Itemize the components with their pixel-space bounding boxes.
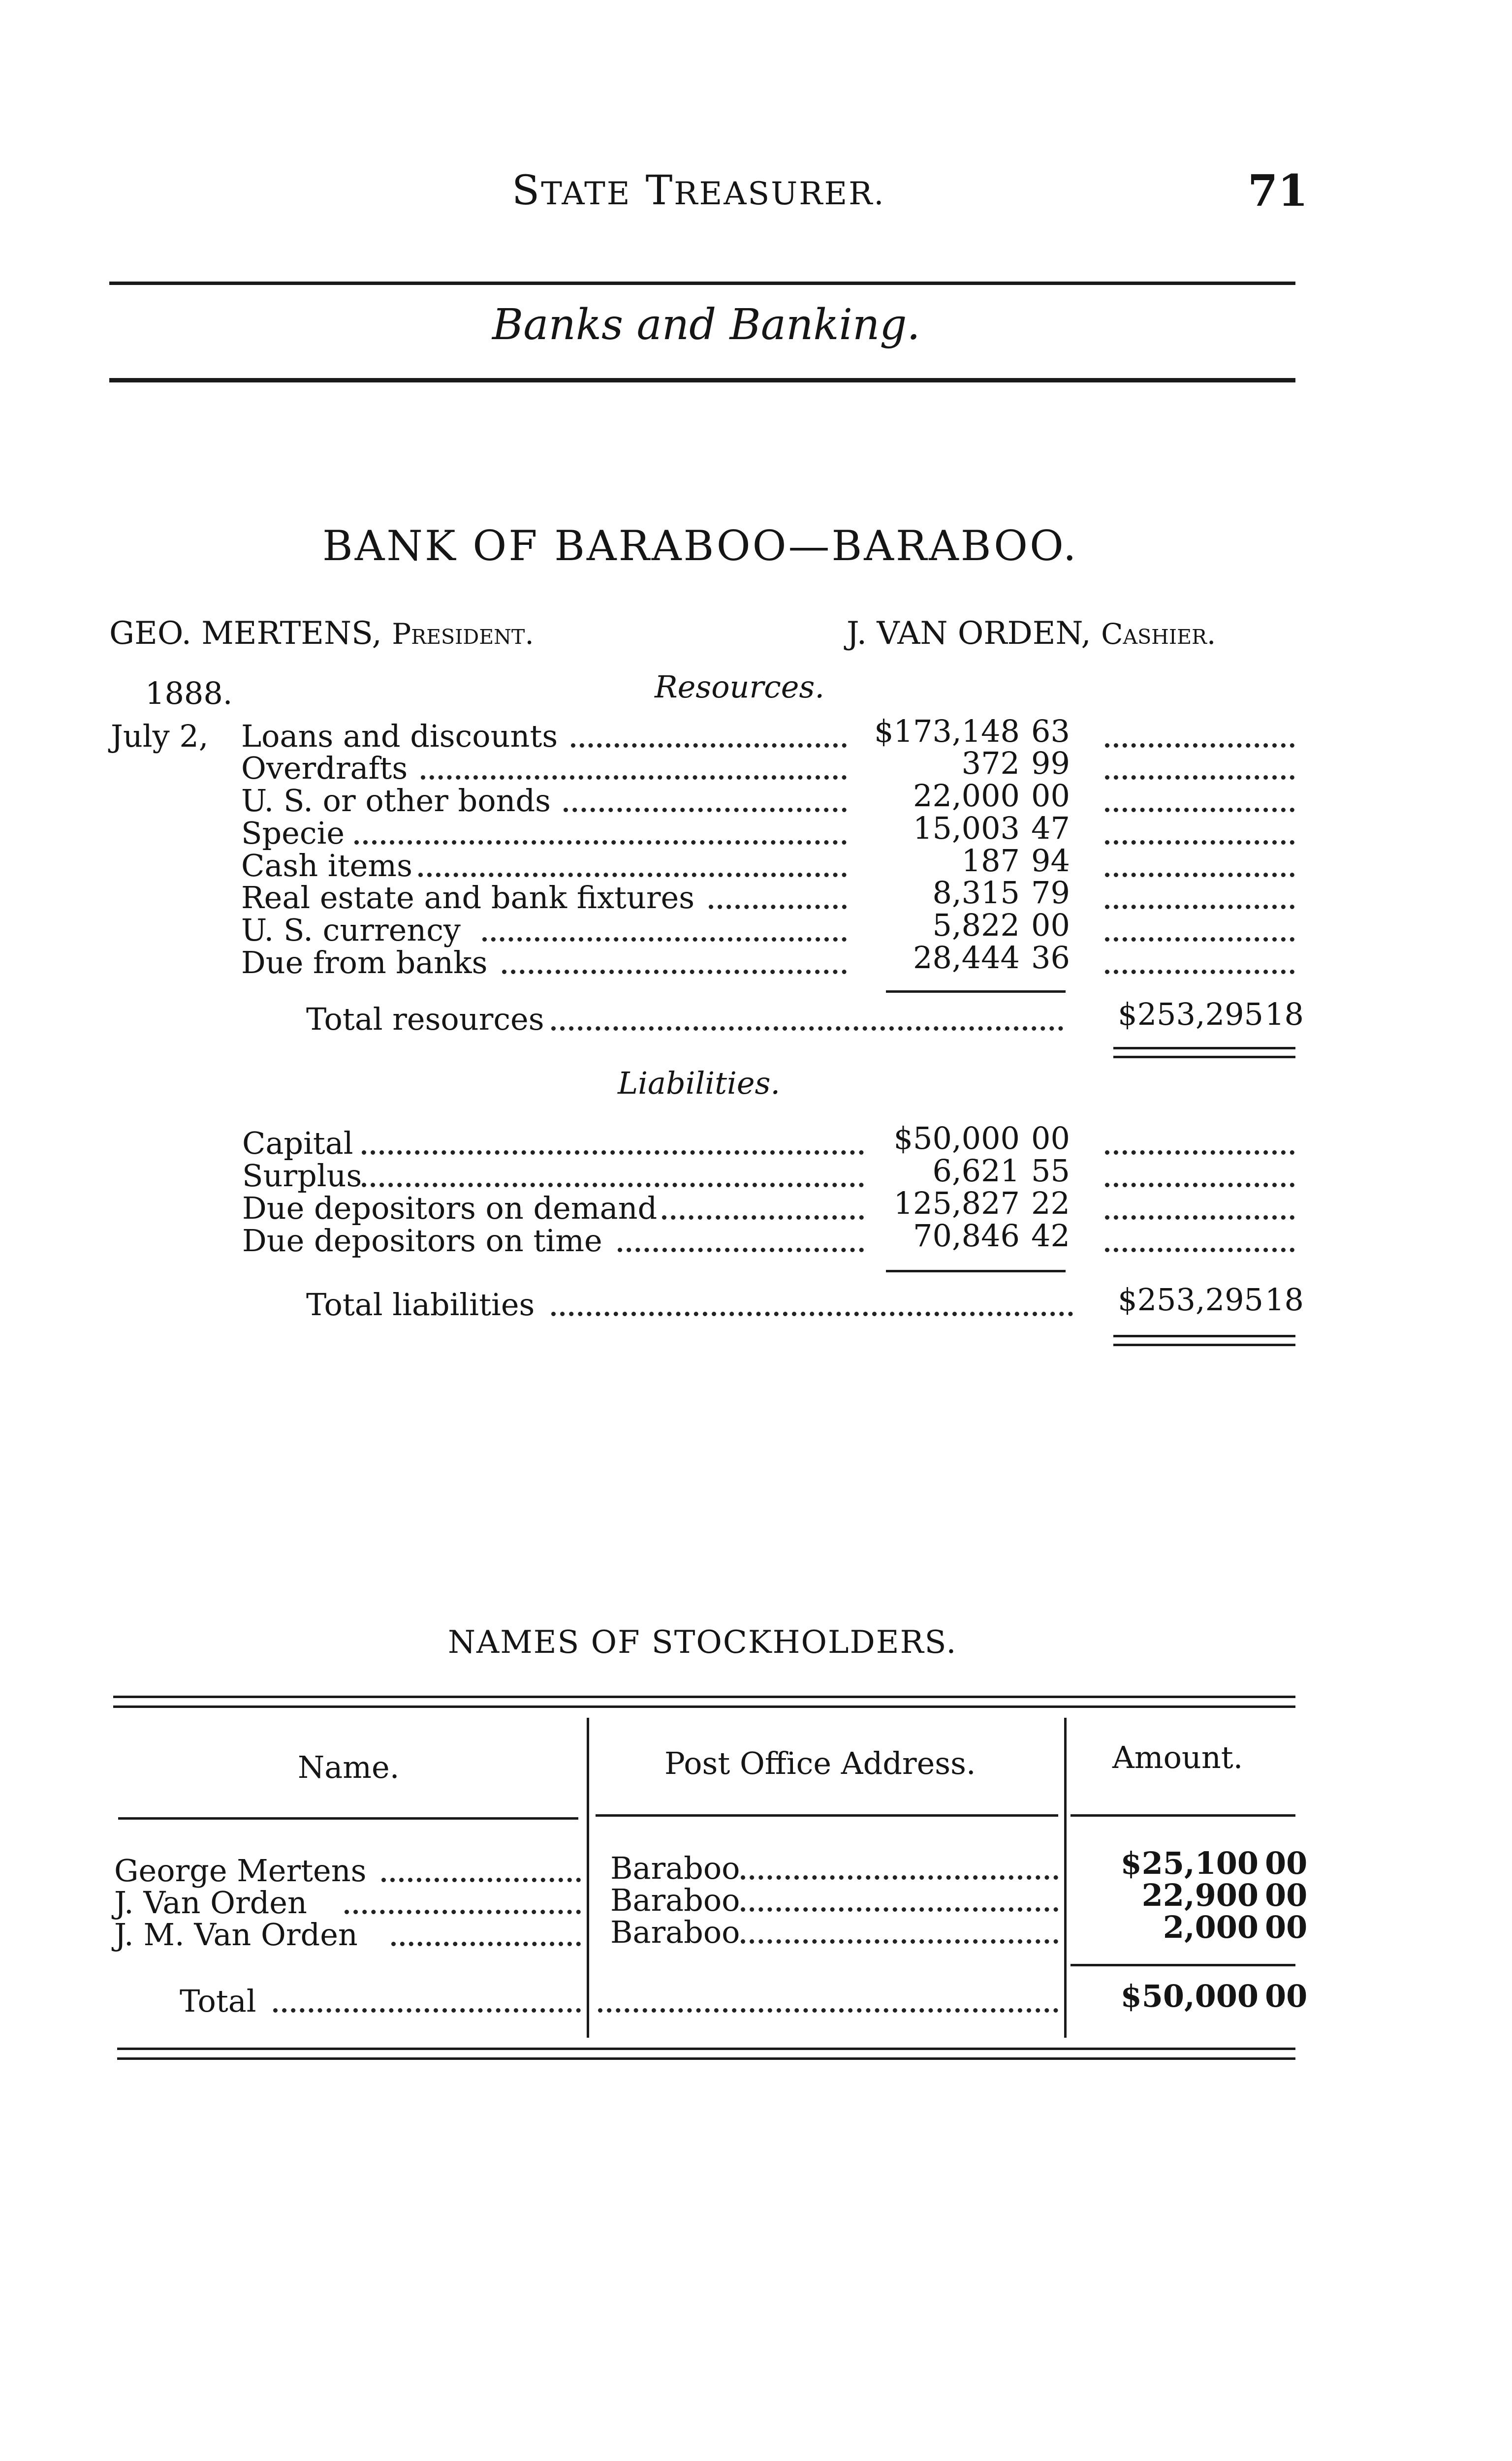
column-header-name: Name. xyxy=(298,1749,400,1785)
resource-leader xyxy=(502,970,847,974)
total-resources-label: Total resources xyxy=(306,1001,544,1037)
section-title: Banks and Banking. xyxy=(492,300,920,349)
total-liabilities-double-rule-1 xyxy=(1113,1335,1295,1337)
resource-label: Cash items xyxy=(241,848,412,883)
resource-cents: 47 xyxy=(1031,810,1070,846)
resource-label: Due from banks xyxy=(241,945,488,980)
stockholders-bottom-rule-1 xyxy=(117,2048,1295,2050)
liability-label: Due depositors on time xyxy=(242,1223,602,1259)
liability-cents: 42 xyxy=(1031,1218,1070,1254)
total-column-leader xyxy=(1105,905,1294,909)
stockholder-address: Baraboo xyxy=(610,1914,740,1950)
resource-cents: 00 xyxy=(1031,907,1070,943)
stockholder-name: George Mertens xyxy=(114,1853,367,1889)
total-column-leader xyxy=(1105,970,1294,974)
statement-year: 1888. xyxy=(145,675,233,711)
total-column-leader xyxy=(1105,808,1294,812)
liability-cents: 55 xyxy=(1031,1153,1070,1189)
stockholders-total-cents: 00 xyxy=(1265,1978,1308,2014)
liability-leader xyxy=(618,1248,864,1252)
resource-dollars: 5,822 xyxy=(932,907,1020,943)
total-column-leader xyxy=(1105,775,1294,780)
cashier-title: Cashier. xyxy=(1101,617,1216,651)
total-liabilities-double-rule-2 xyxy=(1113,1344,1295,1346)
stockholder-cents: 00 xyxy=(1265,1877,1308,1913)
stockholder-cents: 00 xyxy=(1265,1845,1308,1881)
resource-label: Real estate and bank fixtures xyxy=(241,880,695,915)
total-column-leader xyxy=(1105,1248,1294,1252)
stockholders-heading: NAMES OF STOCKHOLDERS. xyxy=(448,1624,957,1661)
total-column-leader xyxy=(1105,937,1294,942)
column-divider-2 xyxy=(1064,1718,1067,2038)
resource-cents: 94 xyxy=(1031,843,1070,879)
running-title xyxy=(512,167,885,214)
column-divider-1 xyxy=(587,1718,589,2038)
stockholders-bottom-rule-2 xyxy=(117,2057,1295,2060)
president-title: President. xyxy=(392,617,534,651)
total-column-leader xyxy=(1105,1215,1294,1220)
header-rule-top xyxy=(109,282,1295,285)
resource-leader xyxy=(709,905,847,909)
resource-leader xyxy=(354,840,847,845)
header-rule-bottom xyxy=(109,378,1295,382)
resource-dollars: 8,315 xyxy=(932,875,1020,911)
liability-dollars: 6,621 xyxy=(932,1153,1020,1189)
resource-label: U. S. currency xyxy=(241,912,461,948)
liability-label: Capital xyxy=(242,1125,353,1161)
stockholder-dollars: $25,100 xyxy=(1120,1845,1259,1881)
resource-cents: 99 xyxy=(1031,745,1070,781)
column-header-amount: Amount. xyxy=(1112,1739,1243,1775)
stockholder-address: Baraboo xyxy=(610,1850,740,1886)
resource-label: Specie xyxy=(241,815,345,851)
running-title-rest-1: TATE xyxy=(541,176,631,212)
stockholder-address-leader xyxy=(741,1907,1058,1912)
stockholders-top-rule-2 xyxy=(113,1705,1295,1708)
president xyxy=(109,615,534,652)
stockholders-total-address-leader xyxy=(598,2008,1058,2013)
liability-dollars: $50,000 xyxy=(893,1120,1020,1156)
column-header-address: Post Office Address. xyxy=(664,1745,976,1781)
liability-cents: 00 xyxy=(1031,1120,1070,1156)
amount-subtotal-rule xyxy=(1071,1964,1295,1966)
stockholder-name: J. Van Orden xyxy=(114,1885,307,1921)
running-title-cap-2: T xyxy=(645,167,674,214)
resource-dollars: 15,003 xyxy=(913,810,1020,846)
liabilities-subtotal-rule xyxy=(886,1270,1066,1272)
stockholder-name-leader xyxy=(391,1942,581,1946)
stockholder-dollars: 22,900 xyxy=(1141,1877,1259,1913)
resource-leader xyxy=(571,743,847,748)
stockholder-address: Baraboo xyxy=(610,1882,740,1918)
resource-label: U. S. or other bonds xyxy=(241,783,551,819)
liability-cents: 22 xyxy=(1031,1185,1070,1221)
total-liabilities-cents: 18 xyxy=(1265,1282,1304,1318)
resource-label: Loans and discounts xyxy=(241,718,558,754)
resource-cents: 00 xyxy=(1031,778,1070,814)
header-underline-amount xyxy=(1071,1814,1295,1817)
stockholders-top-rule-1 xyxy=(113,1696,1295,1698)
total-column-leader xyxy=(1105,873,1294,877)
resources-subtotal-rule xyxy=(886,990,1066,993)
stockholder-name: J. M. Van Orden xyxy=(114,1917,358,1953)
liability-leader xyxy=(662,1215,864,1220)
liability-label: Surplus xyxy=(242,1158,362,1194)
total-liabilities-dollars: $253,295 xyxy=(1118,1282,1263,1318)
liability-leader xyxy=(362,1150,864,1155)
stockholder-dollars: 2,000 xyxy=(1163,1909,1259,1945)
total-resources-cents: 18 xyxy=(1265,996,1304,1032)
resource-dollars: 187 xyxy=(961,843,1020,879)
stockholders-total-name-leader xyxy=(273,2008,581,2013)
resource-leader xyxy=(564,808,847,812)
header-underline-address xyxy=(596,1814,1058,1817)
total-column-leader xyxy=(1105,743,1294,748)
stockholder-address-leader xyxy=(741,1939,1058,1944)
total-liabilities-leader xyxy=(551,1312,1073,1316)
stockholder-name-leader xyxy=(381,1878,581,1882)
total-resources-double-rule-2 xyxy=(1113,1056,1295,1058)
total-resources-leader xyxy=(551,1026,1063,1031)
page-number: 71 xyxy=(1248,165,1308,216)
resource-dollars: $173,148 xyxy=(874,713,1020,749)
cashier xyxy=(847,615,1216,652)
total-column-leader xyxy=(1105,840,1294,845)
header-underline-name xyxy=(118,1817,578,1820)
president-name: GEO. MERTENS, xyxy=(109,615,382,652)
liability-dollars: 70,846 xyxy=(913,1218,1020,1254)
resources-heading: Resources. xyxy=(655,669,825,705)
stockholder-cents: 00 xyxy=(1265,1909,1308,1945)
resource-cents: 63 xyxy=(1031,713,1070,749)
resource-dollars: 22,000 xyxy=(913,778,1020,814)
total-column-leader xyxy=(1105,1183,1294,1187)
stockholders-total-label: Total xyxy=(180,1983,256,2019)
resource-dollars: 28,444 xyxy=(913,940,1020,976)
resource-cents: 79 xyxy=(1031,875,1070,911)
resource-label: Overdrafts xyxy=(241,750,408,786)
liability-label: Due depositors on demand xyxy=(242,1190,658,1226)
running-title-cap-1: S xyxy=(512,167,541,214)
running-title-rest-2: REASURER. xyxy=(674,176,885,212)
total-column-leader xyxy=(1105,1150,1294,1155)
stockholder-address-leader xyxy=(741,1875,1058,1880)
statement-date: July 2, xyxy=(111,718,209,754)
total-resources-dollars: $253,295 xyxy=(1118,996,1263,1032)
stockholders-total-dollars: $50,000 xyxy=(1120,1978,1259,2014)
cashier-name: J. VAN ORDEN, xyxy=(847,615,1091,652)
resource-leader xyxy=(421,775,847,780)
total-resources-double-rule-1 xyxy=(1113,1047,1295,1049)
bank-name: BANK OF BARABOO—BARABOO. xyxy=(322,522,1078,570)
liability-dollars: 125,827 xyxy=(893,1185,1020,1221)
resource-dollars: 372 xyxy=(961,745,1020,781)
stockholder-name-leader xyxy=(345,1910,581,1914)
liabilities-heading: Liabilities. xyxy=(618,1065,781,1101)
liability-leader xyxy=(362,1183,864,1187)
resource-leader xyxy=(482,937,847,942)
total-liabilities-label: Total liabilities xyxy=(306,1287,535,1323)
resource-cents: 36 xyxy=(1031,940,1070,976)
resource-leader xyxy=(418,873,847,877)
